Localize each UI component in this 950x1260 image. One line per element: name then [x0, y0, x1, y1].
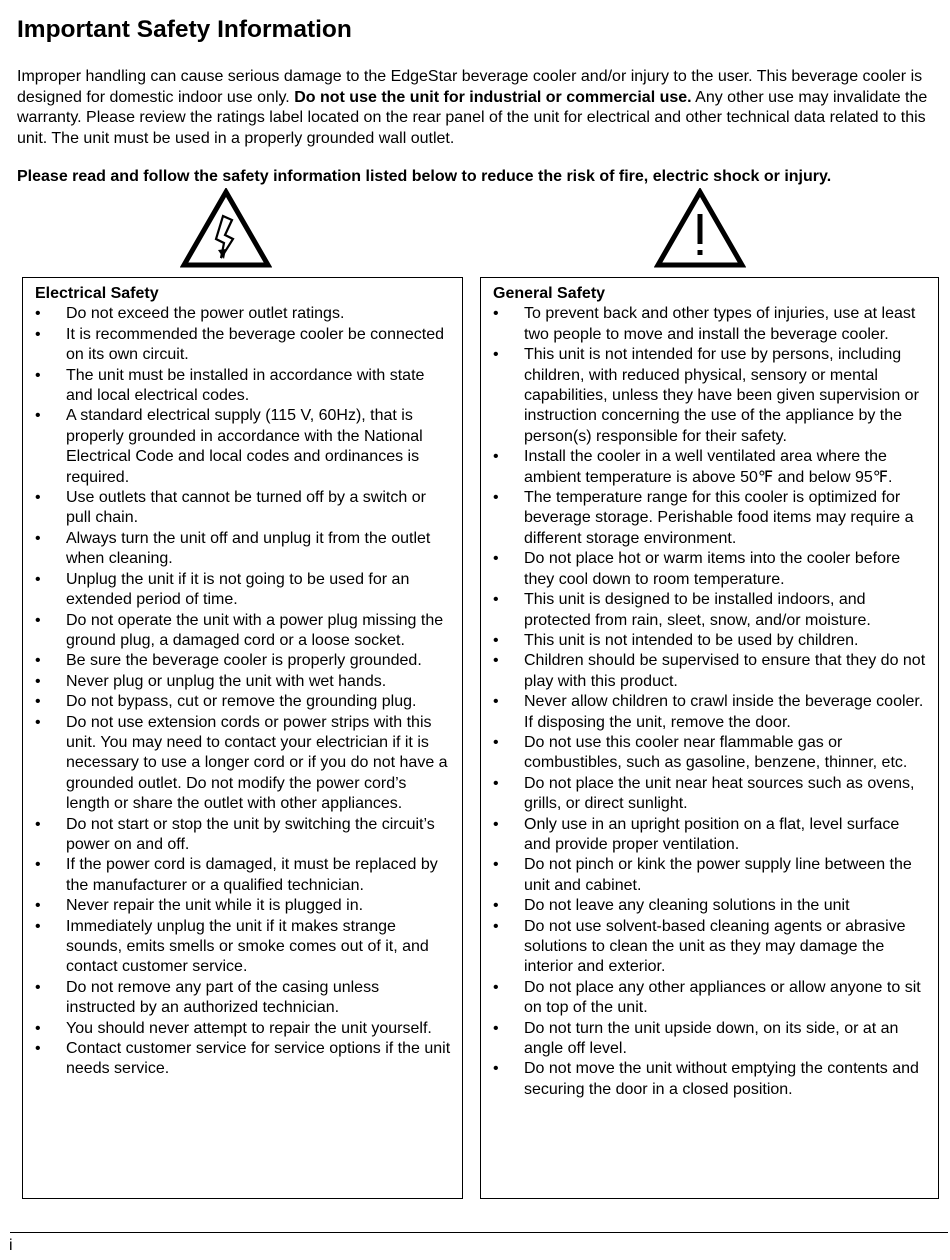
page-title: Important Safety Information [17, 16, 352, 43]
electrical-safety-item: • Contact customer service for service options if the unit needs service. [35, 1039, 452, 1080]
general-safety-item: • This unit is not intended for use by persons, including children, with reduced physical, sensory or mental capabilities, unless they have been given supervision or instruction concerning the use of the appliance by the person(s) responsible for their safety. [493, 345, 928, 447]
intro-paragraph [17, 67, 933, 149]
general-safety-item: • This unit is not intended to be used by children. [493, 631, 928, 651]
general-safety-item: • Do not turn the unit upside down, on its side, or at an angle off level. [493, 1019, 928, 1060]
general-safety-item: • Never allow children to crawl inside the beverage cooler. If disposing the unit, remove the door. [493, 692, 928, 733]
electrical-safety-item: • Do not operate the unit with a power plug missing the ground plug, a damaged cord or a loose socket. [35, 611, 452, 652]
safety-warning-line: Please read and follow the safety information listed below to reduce the risk of fire, electric shock or injury. [17, 168, 832, 185]
electrical-safety-item: • Do not exceed the power outlet ratings. [35, 304, 452, 324]
electrical-safety-item: • If the power cord is damaged, it must be replaced by the manufacturer or a qualified technician. [35, 855, 452, 896]
general-safety-item: • Do not use solvent-based cleaning agents or abrasive solutions to clean the unit as they may damage the interior and exterior. [493, 917, 928, 978]
electrical-safety-item: • Never repair the unit while it is plugged in. [35, 896, 452, 916]
electrical-safety-item: • Do not bypass, cut or remove the grounding plug. [35, 692, 452, 712]
footer-divider [10, 1232, 948, 1233]
general-safety-item: • Do not place any other appliances or allow anyone to sit on top of the unit. [493, 978, 928, 1019]
general-safety-item: • Do not pinch or kink the power supply line between the unit and cabinet. [493, 855, 928, 896]
general-safety-item: • Do not use this cooler near flammable gas or combustibles, such as gasoline, benzene, thinner, etc. [493, 733, 928, 774]
electrical-safety-item: • The unit must be installed in accordance with state and local electrical codes. [35, 366, 452, 407]
general-safety-box [480, 277, 939, 1199]
general-safety-title: General Safety [493, 285, 606, 302]
electrical-safety-item: • Immediately unplug the unit if it makes strange sounds, emits smells or smoke comes out of it, and contact customer service. [35, 917, 452, 978]
electric-shock-warning-icon [180, 188, 272, 268]
electrical-safety-item: • You should never attempt to repair the unit yourself. [35, 1019, 452, 1039]
electrical-safety-box [22, 277, 463, 1199]
general-safety-item: • Do not leave any cleaning solutions in the unit [493, 896, 928, 916]
electrical-safety-item: • Unplug the unit if it is not going to be used for an extended period of time. [35, 570, 452, 611]
electrical-safety-item: • It is recommended the beverage cooler be connected on its own circuit. [35, 325, 452, 366]
general-safety-item: • The temperature range for this cooler is optimized for beverage storage. Perishable food items may require a different storage environment. [493, 488, 928, 549]
electrical-safety-item: • Do not use extension cords or power strips with this unit. You may need to contact your electrician if it is necessary to use a longer cord or if you do not have a grounded outlet. Do not modify the power cord’s length or share the outlet with other appliances. [35, 713, 452, 815]
intro-text-1: Improper handling can cause serious damage to the EdgeStar beverage cooler and/or injury to the user. This beverage cooler is designed for domestic indoor use only. [17, 68, 923, 106]
intro-text-2: Any other use may invalidate the warranty. Please review the ratings label located on the rear panel of the unit for electrical and other technical data related to this unit. The unit must be used in a properly grounded wall outlet. [17, 88, 928, 147]
electrical-safety-item: • Always turn the unit off and unplug it from the outlet when cleaning. [35, 529, 452, 570]
electrical-safety-item: • Do not remove any part of the casing unless instructed by an authorized technician. [35, 978, 452, 1019]
general-safety-item: • Do not place the unit near heat sources such as ovens, grills, or direct sunlight. [493, 774, 928, 815]
electrical-safety-item: • A standard electrical supply (115 V, 60Hz), that is properly grounded in accordance with the National Electrical Code and local codes and ordinances is required. [35, 406, 452, 488]
general-safety-list [493, 304, 928, 1100]
general-safety-item: • Do not move the unit without emptying the contents and securing the door in a closed position. [493, 1059, 928, 1100]
electrical-safety-item: • Be sure the beverage cooler is properly grounded. [35, 651, 452, 671]
electrical-safety-item: • Do not start or stop the unit by switching the circuit’s power on and off. [35, 815, 452, 856]
general-safety-item: • Install the cooler in a well ventilated area where the ambient temperature is above 50℉ and below 95℉. [493, 447, 928, 488]
electrical-safety-item: • Use outlets that cannot be turned off by a switch or pull chain. [35, 488, 452, 529]
intro-bold-text: Do not use the unit for industrial or commercial use. [294, 88, 692, 106]
page-number: i [9, 1237, 13, 1254]
general-safety-item: • Do not place hot or warm items into the cooler before they cool down to room temperature. [493, 549, 928, 590]
general-safety-item: • Only use in an upright position on a flat, level surface and provide proper ventilation. [493, 815, 928, 856]
electrical-safety-title: Electrical Safety [35, 285, 159, 302]
general-safety-item: • This unit is designed to be installed indoors, and protected from rain, sleet, snow, and/or moisture. [493, 590, 928, 631]
electrical-safety-item: • Never plug or unplug the unit with wet hands. [35, 672, 452, 692]
electrical-safety-list [35, 304, 452, 1079]
general-safety-item: • To prevent back and other types of injuries, use at least two people to move and install the beverage cooler. [493, 304, 928, 345]
general-warning-icon [654, 188, 746, 268]
general-safety-item: • Children should be supervised to ensure that they do not play with this product. [493, 651, 928, 692]
